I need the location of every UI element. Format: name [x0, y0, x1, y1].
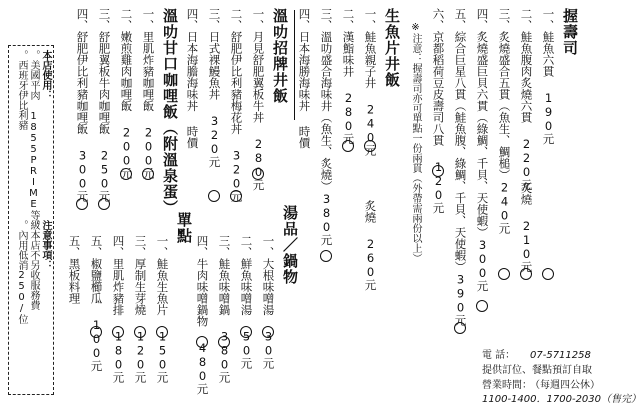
order-circle[interactable] — [320, 250, 332, 262]
menu-item: 三、鮭魚味噌鍋 380元 — [217, 235, 232, 383]
menu-item: 五、綜合巨星八貫（鮭魚腹、綠鯛、千貝、天使蝦）390元 — [453, 8, 468, 326]
section-title-signature: 溫叻招牌井飯 — [271, 8, 289, 104]
order-circle[interactable] — [342, 140, 354, 152]
menu-item: 一、大根味噌湯 30元 — [261, 235, 276, 369]
phone-label: 電 話： — [482, 350, 516, 361]
section-title-sashimi: 生魚片井飯 — [383, 8, 401, 88]
menu-item: 二、鮮魚味噌湯 50元 — [239, 235, 254, 369]
menu-item: 一、月見舒肥翼板牛丼 280元 — [251, 8, 266, 191]
section-title-sushi: 握壽司 — [561, 8, 579, 56]
order-circle[interactable] — [196, 336, 208, 348]
menu-item: 六、京都稻荷豆皮壽司八貫 120元 — [431, 8, 446, 214]
section-title-soup: 湯品／鍋物 — [281, 205, 299, 285]
order-circle[interactable] — [364, 140, 376, 152]
menu-item: 三、舒肥翼板牛肉咖哩飯 250元 — [97, 8, 112, 202]
hours-label: 營業時間： — [482, 380, 532, 391]
order-circle[interactable] — [134, 326, 146, 338]
menu-item: 四、舒肥伊比利豬咖哩飯 300元 — [75, 8, 90, 202]
order-circle[interactable] — [454, 322, 466, 334]
notice-line: 。內用低消250/位 — [16, 220, 27, 324]
order-circle[interactable] — [156, 326, 168, 338]
menu-item-extra: 炙燒 210元 — [519, 182, 534, 273]
menu-item: 一、鮭魚親子井 240元 — [363, 8, 378, 156]
order-circle[interactable] — [218, 336, 230, 348]
menu-item-extra: 炙燒 260元 — [363, 200, 378, 291]
underline — [294, 10, 295, 120]
store-line: 。美國平肉 1855PRIME等級 — [28, 50, 39, 230]
closed-day: （每週四公休） — [530, 380, 600, 391]
order-circle[interactable] — [230, 190, 242, 202]
menu-item: 三、厚制生芽燒 120元 — [133, 235, 148, 383]
menu-item: 四、炙燒盛巨貝六貫（綠鯛、千貝、天使蝦）300元 — [475, 8, 490, 292]
menu-item: 二、嫩煎雞肉咖哩飯 200元 — [119, 8, 134, 179]
menu-item: 二、舒肥伊比利豬梅花丼 320元 — [229, 8, 244, 202]
order-circle[interactable] — [208, 190, 220, 202]
section-title-single: 單點 — [175, 212, 193, 244]
store-line: 。西班牙伊比利豬 — [16, 50, 27, 130]
menu-item: 二、鮭魚腹肉炙燒六貫 220元 — [519, 8, 534, 191]
menu-item: 一、鮭魚六貫 190元 — [541, 8, 556, 145]
notice-heading: 注意事項： — [40, 220, 51, 270]
order-circle[interactable] — [240, 326, 252, 338]
phone-number: 07-5711258 — [530, 350, 591, 361]
menu-item: 四、日本海勝海味丼 時價 — [297, 8, 312, 149]
notice-line: 。本店不另收服務費 — [28, 220, 39, 310]
order-circle[interactable] — [112, 326, 124, 338]
menu-item: 四、日本海膽海味丼 時價 — [185, 8, 200, 149]
menu-item: 五、黑板料理 — [67, 235, 82, 304]
sushi-note: ※注意：握壽司亦可單點一份兩貫（外帶需兩份以上） — [410, 22, 421, 263]
service-text: 提供訂位、餐點預訂自取 — [482, 365, 592, 376]
menu-item: 四、牛肉味噌鍋物 480元 — [195, 235, 210, 395]
order-circle[interactable] — [142, 168, 154, 180]
menu-item: 三、溫叻盛合海味井（魚生、炙燒）380元 — [319, 8, 334, 246]
order-circle[interactable] — [120, 168, 132, 180]
order-circle[interactable] — [252, 168, 264, 180]
menu-item: 一、里肌炸豬咖哩飯 200元 — [141, 8, 156, 179]
order-circle[interactable] — [520, 268, 532, 280]
order-circle[interactable] — [476, 300, 488, 312]
store-heading: 本店使用： — [40, 50, 51, 100]
hours-text: 1100-1400．1700-2030（售完） — [482, 394, 641, 405]
order-circle[interactable] — [90, 326, 102, 338]
order-circle[interactable] — [542, 268, 554, 280]
order-circle[interactable] — [262, 326, 274, 338]
menu-item: 三、炙燒盛合五貫（魚生、鯛槌）240元 — [497, 8, 512, 234]
menu-item: 五、椒鹽櫛瓜 100元 — [89, 235, 104, 372]
menu-item: 三、日式裸鰻魚丼 320元 — [207, 8, 222, 168]
order-circle[interactable] — [76, 198, 88, 210]
section-title-curry: 溫叻甘口咖哩飯（附溫泉蛋） — [161, 8, 179, 216]
order-circle[interactable] — [98, 198, 110, 210]
menu-item: 一、鮭魚生魚片 150元 — [155, 235, 170, 383]
order-circle[interactable] — [432, 165, 444, 177]
menu-item: 二、漢鮨味井 280元 — [341, 8, 356, 145]
menu-item: 四、里肌炸豬排 180元 — [111, 235, 126, 383]
order-circle[interactable] — [498, 268, 510, 280]
